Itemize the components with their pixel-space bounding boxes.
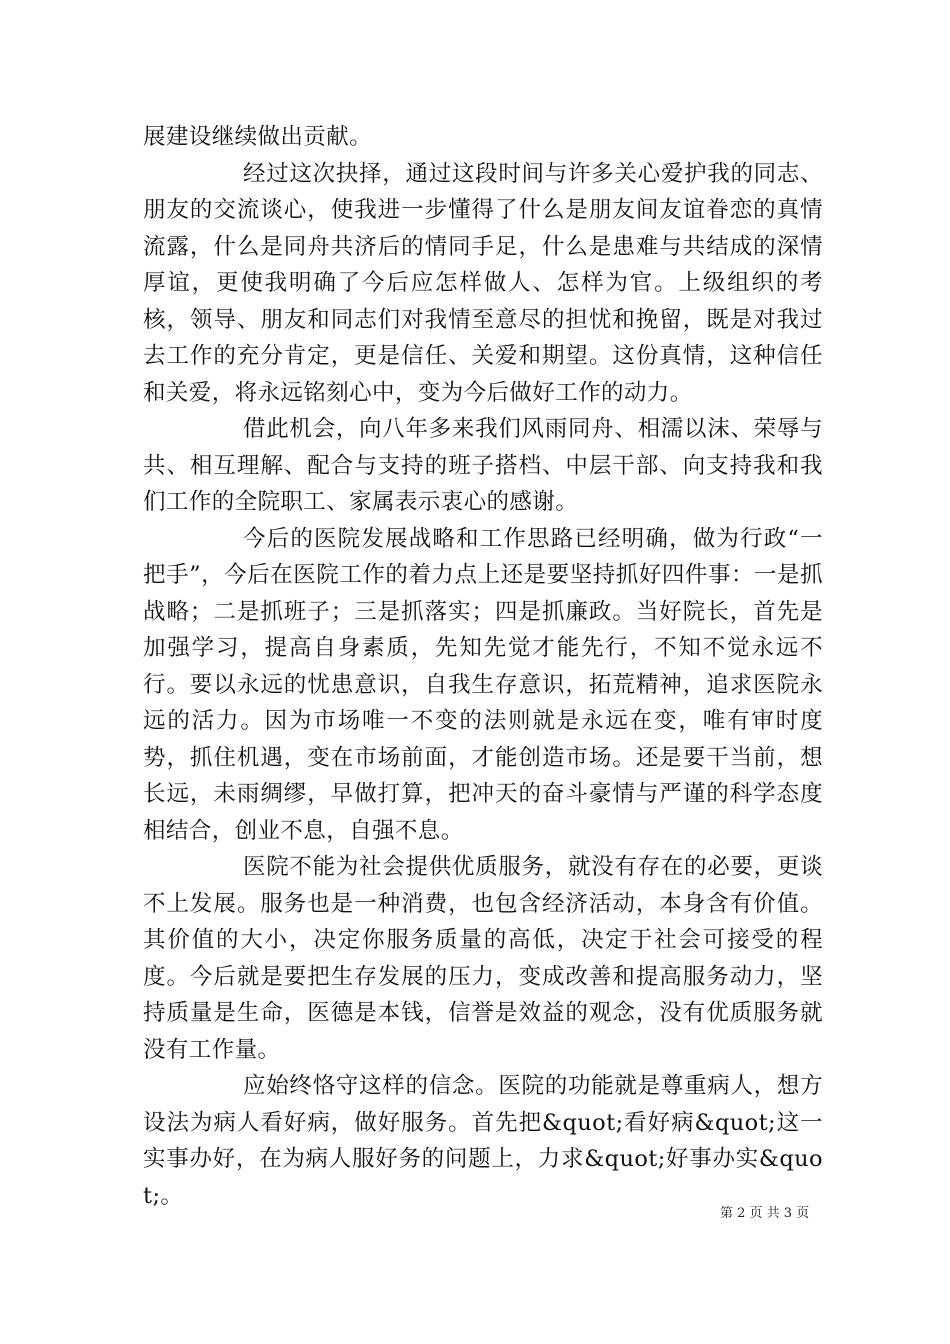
paragraph-continuation: 展建设继续做出贡献。 — [143, 124, 373, 150]
paragraph: 借此机会，向八年多来我们风雨同舟、相濡以沫、荣辱与共、相互理解、配合与支持的班子搭档、中层干部、向支持我和我们工作的全院职工、家属表示衷心的感谢。 — [143, 416, 823, 515]
paragraph: 经过这次抉择，通过这段时间与许多关心爱护我的同志、朋友的交流谈心，使我进一步懂得了什么是朋友间友谊眷恋的真情流露，什么是同舟共济后的情同手足，什么是患难与共结成的深情厚谊，更使我明确了今后应怎样做人、怎样为官。上级组织的考核，领导、朋友和同志们对我情至意尽的担忧和挽留，既是对我过去工作的充分肯定，更是信任、关爱和期望。这份真情，这种信任和关爱，将永远铭刻心中，变为今后做好工作的动力。 — [143, 160, 823, 406]
paragraph: 医院不能为社会提供优质服务，就没有存在的必要，更谈不上发展。服务也是一种消费，也包含经济活动，本身含有价值。其价值的大小，决定你服务质量的高低，决定于社会可接受的程度。今后就是要把生存发展的压力，变成改善和提高服务动力，坚持质量是生命，医德是本钱，信誉是效益的观念，没有优质服务就没有工作量。 — [143, 854, 823, 1063]
paragraph: 应始终恪守这样的信念。医院的功能就是尊重病人，想方设法为病人看好病，做好服务。首先把&quot;看好病&quot;这一实事办好，在为病人服好务的问题上，力求&quot;好事办实&quot;。 — [143, 1073, 823, 1209]
paragraph: 今后的医院发展战略和工作思路已经明确，做为行政“一把手”，今后在医院工作的着力点上还是要坚持抓好四件事：一是抓战略；二是抓班子；三是抓落实；四是抓廉政。当好院长，首先是加强学习，提高自身素质，先知先觉才能先行，不知不觉永远不行。要以永远的忧患意识，自我生存意识，拓荒精神，追求医院永远的活力。因为市场唯一不变的法则就是永远在变，唯有审时度势，抓住机遇，变在市场前面，才能创造市场。还是要干当前，想长远，未雨绸缪，早做打算，把冲天的奋斗豪情与严谨的科学态度相结合，创业不息，自强不息。 — [143, 525, 823, 844]
document-body — [143, 119, 823, 1214]
page-number-footer: 第 2 页 共 3 页 — [720, 1206, 810, 1221]
